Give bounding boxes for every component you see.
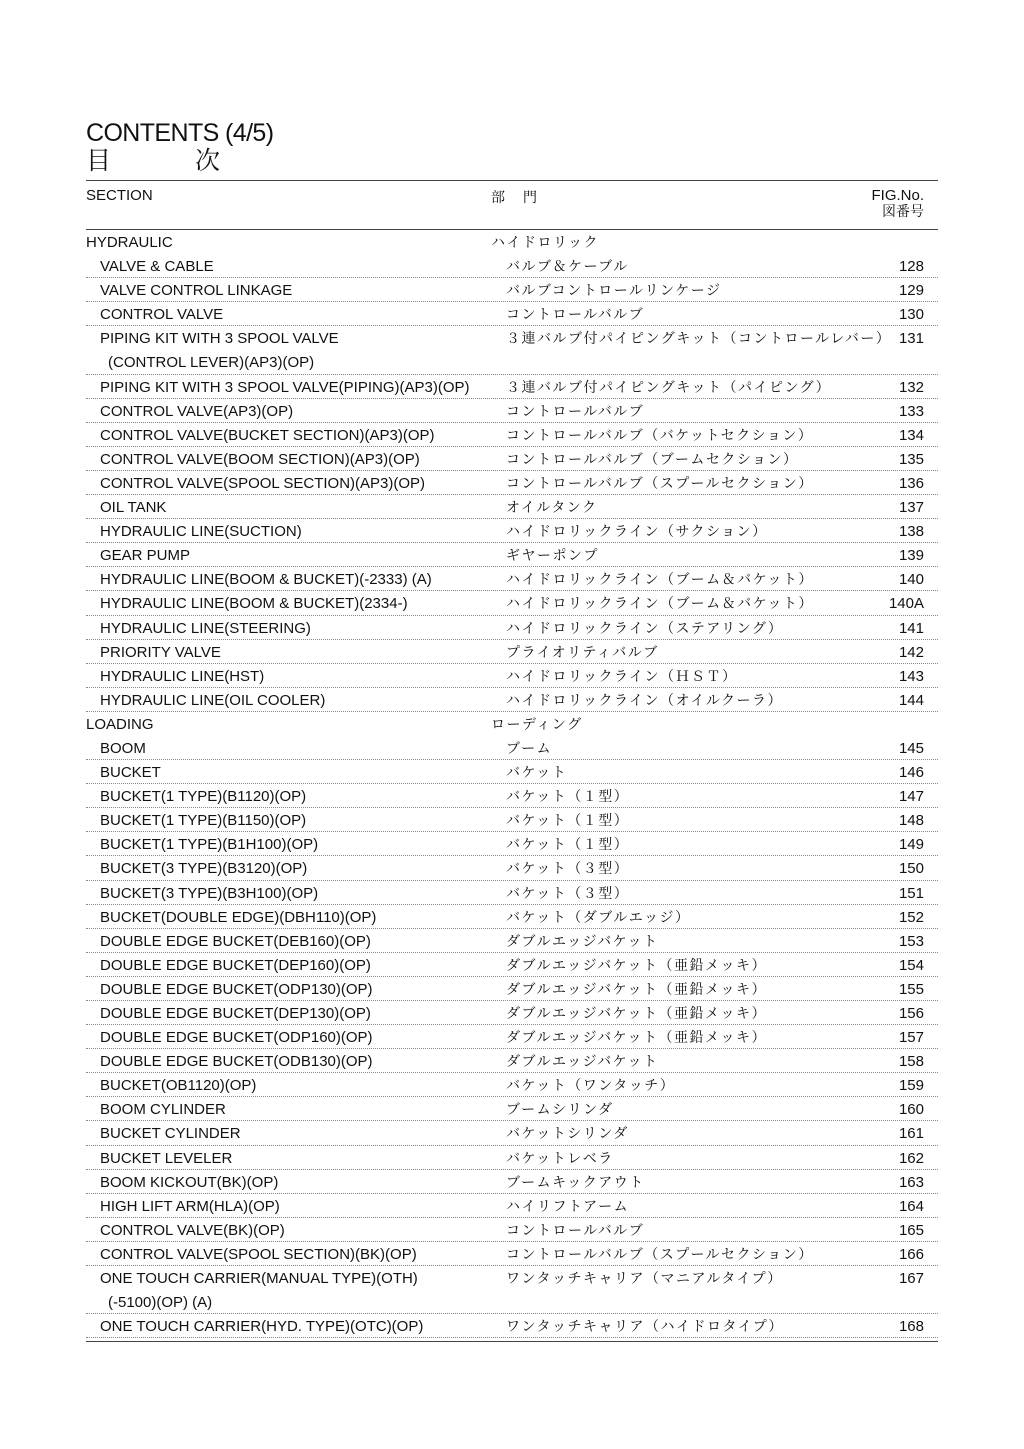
item-name-ja: バケット（ダブルエッジ） [506,909,691,926]
list-item [86,543,938,567]
item-name: BUCKET(1 TYPE)(B1120)(OP) [100,788,307,806]
item-name-ja: バケット（１型） [506,789,630,806]
list-item [86,832,938,856]
item-name: BUCKET(1 TYPE)(B1H100)(OP) [100,836,319,854]
item-name-ja: バケット [506,765,568,782]
list-item [86,1025,938,1049]
item-name: HYDRAULIC LINE(BOOM & BUCKET)(2334-) [100,595,408,613]
item-name-cont: (-5100)(OP) (A) [108,1294,213,1312]
list-item [86,977,938,1001]
item-fig-number: 144 [898,691,924,709]
list-item [86,953,938,977]
item-fig-number: 152 [898,908,924,926]
list-item [86,302,938,326]
list-item [86,1049,938,1073]
item-fig-number: 151 [898,884,924,902]
contents-page [86,118,938,1342]
item-name: VALVE & CABLE [100,258,214,276]
item-name-ja: ブーム [506,740,553,757]
item-name-ja: コントロールバルブ（スプールセクション） [506,475,814,492]
header-bumon: 部門 [491,190,555,206]
item-name: BUCKET [100,764,161,782]
item-name-ja: ハイドロリックライン（ブーム＆バケット） [506,572,814,589]
list-item [86,905,938,929]
item-name-ja: ダブルエッジバケット [506,1054,659,1071]
item-name-cont: (CONTROL LEVER)(AP3)(OP) [108,354,315,372]
item-fig-number: 143 [898,667,924,685]
item-fig-number: 167 [898,1270,924,1288]
item-fig-number: 148 [898,812,924,830]
item-fig-number: 139 [898,547,924,565]
list-item [86,1146,938,1170]
item-name: CONTROL VALVE(SPOOL SECTION)(AP3)(OP) [100,474,426,492]
list-item [86,1073,938,1097]
page-title-ja [86,148,938,174]
section-title: HYDRAULIC [86,234,173,251]
item-name: CONTROL VALVE(SPOOL SECTION)(BK)(OP) [100,1245,417,1263]
header-fig-ja: 図番号 [882,204,924,220]
item-name: BOOM KICKOUT(BK)(OP) [100,1173,279,1191]
header-fig [871,187,924,221]
item-fig-number: 161 [898,1125,924,1143]
item-name-ja: ハイドロリックライン（ステアリング） [506,620,784,637]
list-item [86,375,938,399]
item-name-ja: バケットレベラ [506,1150,614,1167]
table-bottom-rule [86,1341,938,1342]
item-fig-number: 138 [898,523,924,541]
item-name-ja: ハイドロリックライン（サクション） [506,524,768,541]
item-name-ja: ３連バルブ付パイピングキット（コントロールレバー） [506,331,892,348]
item-name-ja: バケット（１型） [506,837,630,854]
list-item [86,591,938,615]
item-fig-number: 137 [898,499,924,517]
item-name: OIL TANK [100,499,167,517]
item-name: DOUBLE EDGE BUCKET(ODP130)(OP) [100,980,373,998]
item-fig-number: 147 [898,788,924,806]
section-row-loading [86,712,938,736]
item-name: BUCKET(DOUBLE EDGE)(DBH110)(OP) [100,908,377,926]
list-item [86,447,938,471]
list-item [86,1242,938,1266]
item-name-ja: コントロールバルブ [506,307,645,324]
item-name: HYDRAULIC LINE(HST) [100,667,265,685]
item-name: HYDRAULIC LINE(STEERING) [100,619,311,637]
item-name-ja: バケット（３型） [506,861,630,878]
list-item [86,1194,938,1218]
list-item [86,808,938,832]
list-item [86,640,938,664]
item-fig-number: 136 [898,474,924,492]
item-name-ja: プライオリティバルブ [506,644,659,661]
item-name-ja: ハイドロリックライン（ブーム＆バケット） [506,596,814,613]
item-fig-number: 153 [898,932,924,950]
section-row-hydraulic [86,230,938,254]
item-name-ja: ダブルエッジバケット（亜鉛メッキ） [506,1030,767,1047]
item-fig-number: 140A [888,595,924,613]
item-name-ja: ３連バルブ付パイピングキット（パイピング） [506,379,832,396]
item-name: DOUBLE EDGE BUCKET(ODB130)(OP) [100,1053,373,1071]
section-title-ja: ハイドロリック [491,235,599,251]
list-item [86,326,938,350]
item-name: DOUBLE EDGE BUCKET(ODP160)(OP) [100,1029,373,1047]
item-fig-number: 140 [898,571,924,589]
item-name-ja: ハイドロリックライン（オイルクーラ） [506,692,784,709]
item-name-ja: バケット（ワンタッチ） [506,1078,676,1095]
list-item [86,519,938,543]
item-name-ja: ブームキックアウト [506,1174,645,1191]
item-name-ja: ワンタッチキャリア（ハイドロタイプ） [506,1319,784,1336]
item-fig-number: 157 [898,1029,924,1047]
item-fig-number: 165 [898,1221,924,1239]
item-name: ONE TOUCH CARRIER(MANUAL TYPE)(OTH) [100,1270,418,1288]
item-name: DOUBLE EDGE BUCKET(DEB160)(OP) [100,932,371,950]
item-fig-number: 150 [898,860,924,878]
list-item [86,736,938,760]
item-name: BUCKET(3 TYPE)(B3120)(OP) [100,860,308,878]
list-item [86,423,938,447]
item-name: CONTROL VALVE(BUCKET SECTION)(AP3)(OP) [100,426,435,444]
list-item [86,929,938,953]
item-name-ja: ダブルエッジバケット [506,933,659,950]
item-name: CONTROL VALVE(BK)(OP) [100,1221,285,1239]
header-section: SECTION [86,187,153,204]
item-name: HIGH LIFT ARM(HLA)(OP) [100,1197,280,1215]
list-item [86,1170,938,1194]
item-name-ja: コントロールバルブ（スプールセクション） [506,1246,814,1263]
list-item [86,664,938,688]
item-name: BUCKET(1 TYPE)(B1150)(OP) [100,812,307,830]
list-item [86,616,938,640]
list-item [86,1121,938,1145]
item-name-ja: ダブルエッジバケット（亜鉛メッキ） [506,957,767,974]
list-item [86,495,938,519]
section-title: LOADING [86,715,154,733]
item-fig-number: 155 [898,980,924,998]
item-name-ja: ワンタッチキャリア（マニアルタイプ） [506,1271,783,1288]
item-name-ja: バケット（１型） [506,813,630,830]
item-name: PRIORITY VALVE [100,643,221,661]
loading-list [86,736,938,1338]
item-fig-number: 164 [898,1197,924,1215]
list-item [86,254,938,278]
item-name-ja: コントロールバルブ [506,403,645,420]
item-fig-number: 145 [898,739,924,757]
item-name: CONTROL VALVE(BOOM SECTION)(AP3)(OP) [100,450,420,468]
page-title: CONTENTS (4/5) [86,119,274,147]
item-name: ONE TOUCH CARRIER(HYD. TYPE)(OTC)(OP) [100,1318,424,1336]
item-name: BOOM CYLINDER [100,1101,226,1119]
list-item [86,278,938,302]
item-fig-number: 131 [898,330,924,348]
item-name: CONTROL VALVE(AP3)(OP) [100,402,294,420]
item-fig-number: 146 [898,764,924,782]
item-name-ja: ギヤーポンプ [506,548,599,565]
section-title-ja: ローディング [491,716,583,733]
list-item [86,760,938,784]
item-name: VALVE CONTROL LINKAGE [100,282,293,300]
item-name-ja: コントロールバルブ（ブームセクション） [506,451,799,468]
item-name: HYDRAULIC LINE(BOOM & BUCKET)(-2333) (A) [100,571,432,589]
list-item [86,567,938,591]
item-fig-number: 159 [898,1077,924,1095]
item-fig-number: 130 [898,306,924,324]
item-fig-number: 133 [898,402,924,420]
item-fig-number: 156 [898,1005,924,1022]
title-ja-char-1: 目 [86,146,112,175]
item-fig-number: 168 [898,1318,924,1336]
title-ja-char-2: 次 [195,146,221,175]
item-name: BUCKET(3 TYPE)(B3H100)(OP) [100,884,319,902]
item-name: BOOM [100,739,146,757]
list-item-continuation [86,350,938,374]
item-fig-number: 132 [898,378,924,396]
item-name: BUCKET CYLINDER [100,1125,241,1143]
item-name: PIPING KIT WITH 3 SPOOL VALVE [100,330,339,348]
item-fig-number: 129 [898,282,924,300]
item-name-ja: ダブルエッジバケット（亜鉛メッキ） [506,1006,767,1022]
item-fig-number: 128 [898,258,924,276]
item-name-ja: コントロールバルブ [506,1222,645,1239]
item-name: DOUBLE EDGE BUCKET(DEP160)(OP) [100,956,371,974]
item-name-ja: コントロールバルブ（バケットセクション） [506,427,814,444]
list-item [86,399,938,423]
item-name: HYDRAULIC LINE(OIL COOLER) [100,691,326,709]
list-item [86,471,938,495]
item-name-ja: バケットシリンダ [506,1126,629,1143]
item-name-ja: オイルタンク [506,500,598,517]
item-fig-number: 142 [898,643,924,661]
item-name-ja: バルブ＆ケーブル [506,259,629,276]
item-name-ja: ブームシリンダ [506,1102,614,1119]
item-name: GEAR PUMP [100,547,191,565]
list-item [86,1001,938,1025]
item-name: HYDRAULIC LINE(SUCTION) [100,523,302,541]
item-name-ja: ダブルエッジバケット（亜鉛メッキ） [506,981,767,998]
item-fig-number: 135 [898,450,924,468]
item-fig-number: 166 [898,1245,924,1263]
table-header [86,181,938,229]
list-item-continuation [86,1290,938,1314]
list-item [86,856,938,880]
item-fig-number: 149 [898,836,924,854]
item-fig-number: 162 [898,1149,924,1167]
item-name-ja: バケット（３型） [506,885,630,902]
item-name-ja: バルブコントロールリンケージ [506,283,722,300]
header-fig-en: FIG.No. [871,187,924,204]
item-name: CONTROL VALVE [100,306,224,324]
item-fig-number: 158 [898,1053,924,1071]
list-item [86,1218,938,1242]
item-fig-number: 163 [898,1173,924,1191]
item-fig-number: 154 [898,956,924,974]
item-fig-number: 160 [898,1101,924,1119]
list-item [86,688,938,712]
item-name: BUCKET(OB1120)(OP) [100,1077,257,1095]
list-item [86,1314,938,1338]
hydraulic-list [86,254,938,712]
item-fig-number: 134 [898,426,924,444]
list-item [86,1097,938,1121]
item-fig-number: 141 [898,619,924,637]
contents-table [86,230,938,1338]
item-name: DOUBLE EDGE BUCKET(DEP130)(OP) [100,1005,371,1022]
item-name: PIPING KIT WITH 3 SPOOL VALVE(PIPING)(AP3)(OP) [100,378,470,396]
list-item [86,1266,938,1290]
list-item [86,784,938,808]
item-name-ja: ハイドロリックライン（ＨＳＴ） [506,668,738,685]
item-name-ja: ハイリフトアーム [506,1198,630,1215]
list-item [86,881,938,905]
item-name: BUCKET LEVELER [100,1149,233,1167]
